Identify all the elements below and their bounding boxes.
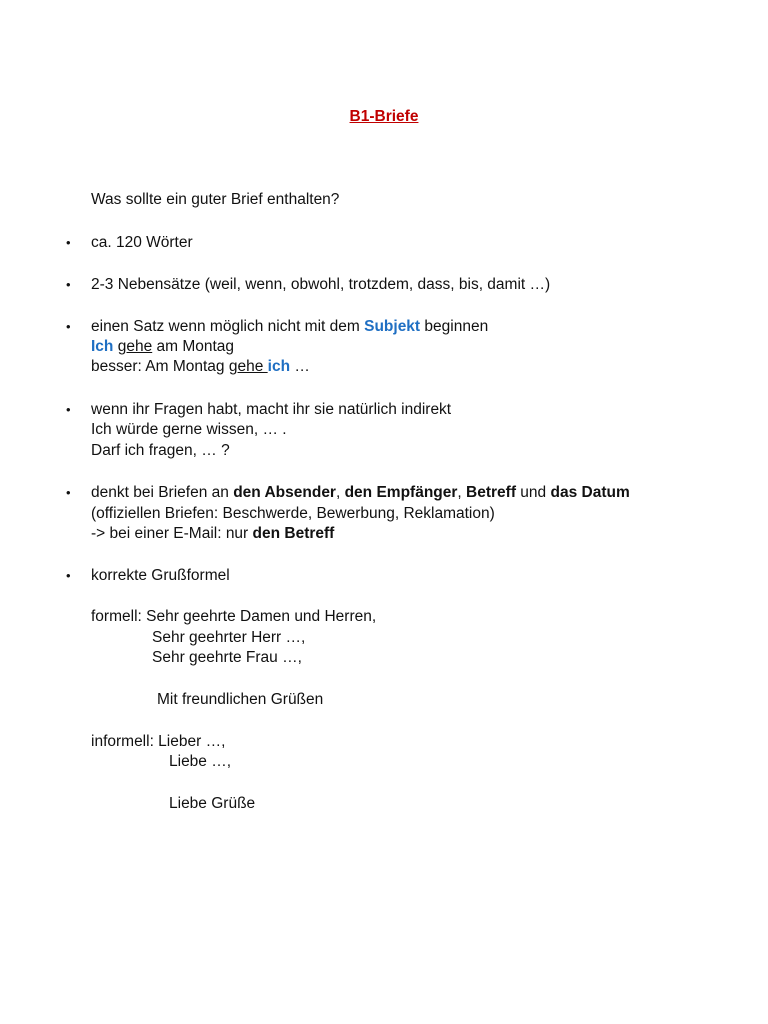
bullet-icon: • bbox=[66, 277, 71, 292]
bold-datum: das Datum bbox=[550, 484, 630, 501]
bold-betreff: Betreff bbox=[466, 484, 516, 501]
example-line-1 bbox=[91, 337, 234, 357]
intro-question: Was sollte ein guter Brief enthalten? bbox=[91, 191, 340, 208]
bold-empfaenger: den Empfänger bbox=[344, 484, 458, 501]
formell-line-3: Sehr geehrte Frau …, bbox=[152, 649, 302, 666]
formell-line-2: Sehr geehrter Herr …, bbox=[152, 629, 306, 646]
text-segment: und bbox=[516, 484, 551, 501]
email-note bbox=[91, 524, 334, 544]
example-line-2 bbox=[91, 357, 310, 377]
bullet-icon: • bbox=[66, 235, 71, 250]
informell-line-2: Liebe …, bbox=[169, 753, 232, 770]
bullet-fragen: wenn ihr Fragen habt, macht ihr sie natürlich indirekt bbox=[91, 401, 452, 418]
bullet-icon: • bbox=[66, 319, 71, 334]
bullet-satzanfang bbox=[91, 317, 488, 337]
bullet-icon: • bbox=[66, 568, 71, 583]
bullet-word-count: ca. 120 Wörter bbox=[91, 234, 193, 251]
fragen-example-1: Ich würde gerne wissen, … . bbox=[91, 421, 287, 438]
text-segment: , bbox=[457, 484, 467, 501]
underline-gehe: gehe bbox=[228, 358, 268, 375]
underline-gehe: gehe bbox=[117, 338, 153, 355]
text-segment: beginnen bbox=[420, 318, 489, 335]
bullet-grussformel: korrekte Grußformel bbox=[91, 567, 230, 584]
text-segment: besser: Am Montag bbox=[91, 358, 229, 375]
text-segment: am Montag bbox=[152, 338, 235, 355]
text-segment: einen Satz wenn möglich nicht mit dem bbox=[91, 318, 365, 335]
bold-absender: den Absender bbox=[233, 484, 336, 501]
highlight-subjekt: Subjekt bbox=[364, 318, 421, 335]
text-segment: -> bei einer E-Mail: nur bbox=[91, 525, 253, 542]
informell-line-1: informell: Lieber …, bbox=[91, 733, 226, 750]
page-title: B1-Briefe bbox=[349, 108, 419, 125]
informell-closing: Liebe Grüße bbox=[169, 795, 256, 812]
bullet-nebensaetze: 2-3 Nebensätze (weil, wenn, obwohl, trotzdem, dass, bis, damit …) bbox=[91, 276, 551, 293]
text-segment: denkt bei Briefen an bbox=[91, 484, 234, 501]
bold-betreff: den Betreff bbox=[252, 525, 335, 542]
bullet-icon: • bbox=[66, 485, 71, 500]
fragen-example-2: Darf ich fragen, … ? bbox=[91, 442, 230, 459]
text-segment: … bbox=[290, 358, 310, 375]
bullet-briefteile bbox=[91, 483, 630, 503]
formell-line-1: formell: Sehr geehrte Damen und Herren, bbox=[91, 608, 377, 625]
formell-closing: Mit freundlichen Grüßen bbox=[157, 691, 324, 708]
text-segment: , bbox=[335, 484, 345, 501]
highlight-ich: ich bbox=[267, 358, 291, 375]
highlight-ich: Ich bbox=[91, 338, 114, 355]
briefteile-note: (offiziellen Briefen: Beschwerde, Bewerbung, Reklamation) bbox=[91, 505, 495, 522]
bullet-icon: • bbox=[66, 402, 71, 417]
